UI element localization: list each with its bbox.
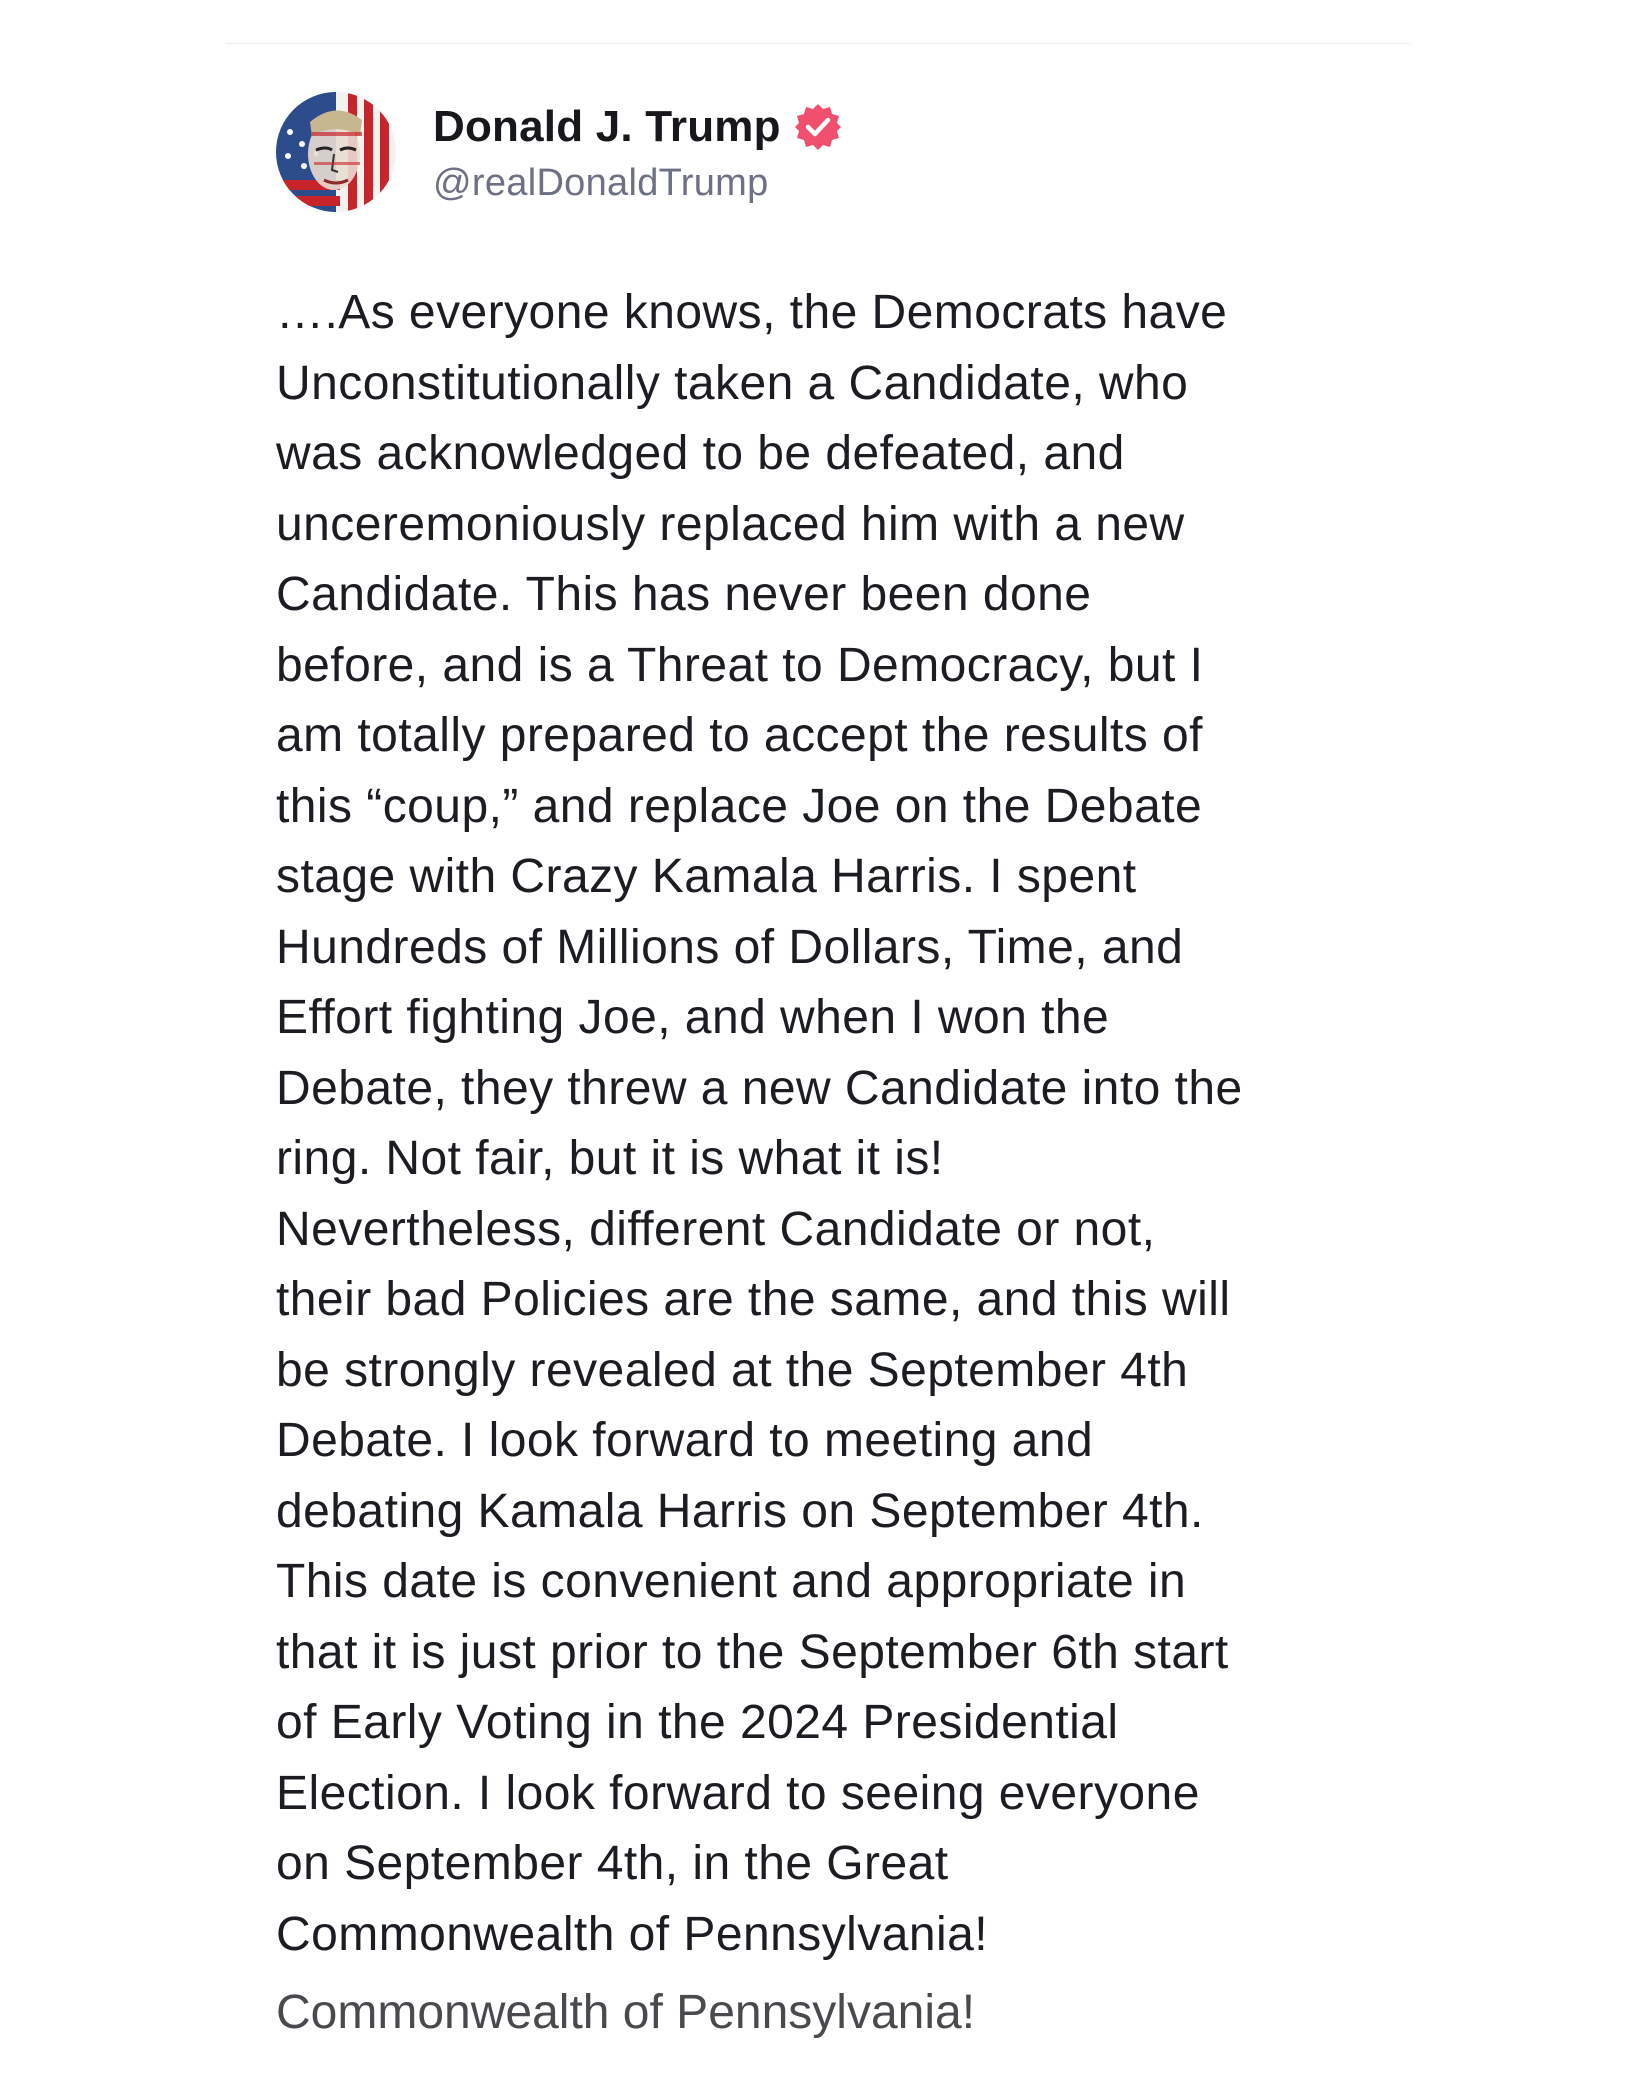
author-info	[433, 100, 843, 205]
cropped-repeat-text: Commonwealth of Pennsylvania!	[276, 1986, 976, 2039]
verified-badge-icon	[793, 102, 843, 152]
handle[interactable]: @realDonaldTrump	[433, 162, 769, 204]
avatar-flag-portrait-icon	[276, 92, 396, 212]
display-name[interactable]: Donald J. Trump	[433, 102, 781, 151]
author-row	[276, 92, 1406, 212]
cropped-repeat-line	[276, 1986, 976, 2048]
post-body-text: ….As everyone knows, the Democrats have Unconstitutionally taken a Candidate, who was acknowledged to be defeated, and unceremoniously replaced him with a new Candidate. This has never been done before, and is a Threat to Democracy, but I am totally prepared to accept the results of this “coup,” and replace Joe on the Debate stage with Crazy Kamala Harris. I spent Hundreds of Millions of Dollars, Time, and Effort fighting Joe, and when I won the Debate, they threw a new Candidate into the ring. Not fair, but it is what it is! Nevertheless, different Candidate or not, their bad Policies are the same, and this will be strongly revealed at the September 4th Debate. I look forward to meeting and debating Kamala Harris on September 4th. This date is convenient and appropriate in that it is just prior to the September 6th start of Early Voting in the 2024 Presidential Election. I look forward to seeing everyone on September 4th, in the Great Commonwealth of Pennsylvania!	[276, 286, 1243, 1961]
top-divider	[226, 43, 1411, 44]
display-name-row	[433, 100, 843, 154]
avatar[interactable]	[276, 92, 396, 212]
post-card	[276, 92, 1406, 1970]
